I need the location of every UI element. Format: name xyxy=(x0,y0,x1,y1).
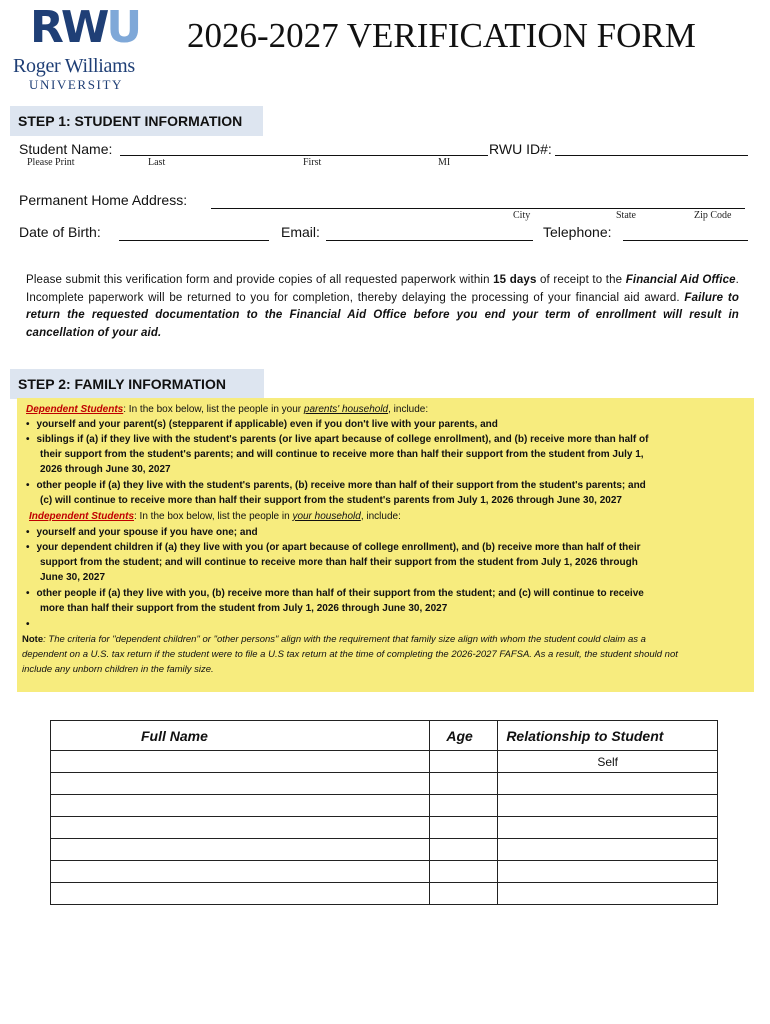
table-row xyxy=(51,883,718,905)
household-table xyxy=(50,720,718,905)
full-name-cell[interactable] xyxy=(51,795,430,817)
rwu-id-label: RWU ID#: xyxy=(489,141,552,157)
step1-heading: STEP 1: STUDENT INFORMATION xyxy=(10,106,263,136)
dob-field[interactable] xyxy=(119,240,269,241)
deadline-days: 15 days xyxy=(493,274,537,286)
list-item-cont: June 30, 2027 xyxy=(40,572,106,583)
note-line: include any unborn children in the family size. xyxy=(22,664,214,675)
note-line: Note: The criteria for "dependent children" or "other persons" align with the requirement that family size align with whom the student could claim as a xyxy=(22,634,646,645)
table-row xyxy=(51,839,718,861)
cancellation-warning: Failure to return the requested documentation to the Financial Aid Office before you end your term of enrollment will result in cancellation of your aid. xyxy=(26,291,739,339)
rwu-logo xyxy=(30,2,140,53)
age-cell[interactable] xyxy=(430,795,498,817)
student-name-label: Student Name: xyxy=(19,141,113,157)
instructions-text: . Incomplete paperwork will be returned to you for completion, thereby delaying the processing of your financial aid award. xyxy=(26,274,740,304)
step2-heading: STEP 2: FAMILY INFORMATION xyxy=(10,369,264,399)
parents-household: parents' household xyxy=(303,404,389,415)
note-line: dependent on a U.S. tax return if the student were to file a U.S tax return at the time of completing the 2026-2027 FAFSA. As a result, the student should not xyxy=(22,649,678,660)
relationship-cell[interactable] xyxy=(498,839,718,861)
telephone-field[interactable] xyxy=(623,240,748,241)
full-name-cell[interactable] xyxy=(51,861,430,883)
relationship-cell[interactable]: Self xyxy=(498,751,718,773)
table-row xyxy=(51,795,718,817)
dob-label: Date of Birth: xyxy=(19,224,101,240)
list-item: • other people if (a) they live with the student's parents, (b) receive more than half of their support from the student's parents; and xyxy=(26,480,646,491)
table-row xyxy=(51,861,718,883)
empty-bullet: • xyxy=(26,619,30,630)
office-name: Financial Aid Office xyxy=(625,274,736,286)
list-item: • siblings if (a) if they live with the student's parents (or live apart because of college enrollment), and (b) receive more than half of xyxy=(26,434,649,445)
relationship-cell[interactable] xyxy=(498,817,718,839)
list-item: • yourself and your parent(s) (stepparent if applicable) even if you don't live with your parents, and xyxy=(26,419,498,430)
dependent-label: Dependent Students xyxy=(26,404,124,415)
independent-intro-text: : In the box below, list the people in xyxy=(134,511,293,522)
table-row xyxy=(51,751,718,773)
independent-intro-end: , include: xyxy=(360,511,401,522)
full-name-cell[interactable] xyxy=(51,751,430,773)
relationship-cell[interactable] xyxy=(498,861,718,883)
family-criteria-box xyxy=(17,398,754,692)
table-row xyxy=(51,773,718,795)
dependent-intro-end: , include: xyxy=(388,404,429,415)
city-hint: City xyxy=(513,210,531,221)
age-cell[interactable] xyxy=(430,817,498,839)
full-name-cell[interactable] xyxy=(51,883,430,905)
first-name-hint: First xyxy=(303,157,322,168)
age-cell[interactable] xyxy=(430,751,498,773)
dependent-intro-text: : In the box below, list the people in your xyxy=(123,404,304,415)
middle-initial-hint: MI xyxy=(438,157,451,168)
address-field[interactable] xyxy=(211,208,745,209)
your-household: your household xyxy=(292,511,361,522)
last-name-hint: Last xyxy=(148,157,166,168)
logo-name: Roger Williams xyxy=(13,55,135,77)
header-full-name: Full Name xyxy=(51,721,430,751)
note-label: Note xyxy=(22,634,44,645)
relationship-cell[interactable] xyxy=(498,883,718,905)
table-row xyxy=(51,817,718,839)
instructions-paragraph xyxy=(26,272,739,342)
relationship-cell[interactable] xyxy=(498,773,718,795)
independent-label: Independent Students xyxy=(29,511,134,522)
age-cell[interactable] xyxy=(430,773,498,795)
independent-intro xyxy=(29,511,401,523)
student-name-field[interactable] xyxy=(120,155,488,156)
list-item-cont: more than half their support from the student from July 1, 2026 through June 30, 2027 xyxy=(40,603,448,614)
list-item: • yourself and your spouse if you have one; and xyxy=(26,527,258,538)
email-field[interactable] xyxy=(326,240,533,241)
list-item-cont: (c) will continue to receive more than half their support from the student's parents from July 1, 2026 through June 30, 2027 xyxy=(40,495,622,506)
form-title: 2026-2027 VERIFICATION FORM xyxy=(187,16,696,55)
state-hint: State xyxy=(616,210,636,221)
dependent-intro xyxy=(26,404,428,416)
logo-u: U xyxy=(106,2,140,53)
address-label: Permanent Home Address: xyxy=(19,192,188,208)
please-print-hint: Please Print xyxy=(27,157,75,168)
table-header-row xyxy=(51,721,718,751)
zip-hint: Zip Code xyxy=(694,210,732,221)
header-age: Age xyxy=(430,721,498,751)
header-relationship: Relationship to Student xyxy=(498,721,718,751)
age-cell[interactable] xyxy=(430,883,498,905)
list-item: • your dependent children if (a) they live with you (or apart because of college enrollment), and (b) receive more than half of their xyxy=(26,542,641,553)
list-item-cont: 2026 through June 30, 2027 xyxy=(40,464,171,475)
telephone-label: Telephone: xyxy=(543,224,612,240)
logo-university: UNIVERSITY xyxy=(29,77,123,92)
age-cell[interactable] xyxy=(430,861,498,883)
instructions-text: of receipt to the xyxy=(536,274,626,286)
full-name-cell[interactable] xyxy=(51,839,430,861)
age-cell[interactable] xyxy=(430,839,498,861)
list-item: • other people if (a) they live with you, (b) receive more than half of their support from the student; and (c) will continue to receive xyxy=(26,588,644,599)
instructions-text: Please submit this verification form and provide copies of all requested paperwork within xyxy=(26,274,494,286)
full-name-cell[interactable] xyxy=(51,817,430,839)
relationship-cell[interactable] xyxy=(498,795,718,817)
list-item-cont: their support from the student's parents; and will continue to receive more than half their support from the student from July 1, xyxy=(40,449,644,460)
full-name-cell[interactable] xyxy=(51,773,430,795)
list-item-cont: support from the student; and will continue to receive more than half their support from the student from July 1, 2026 through xyxy=(40,557,638,568)
email-label: Email: xyxy=(281,224,320,240)
logo-rw: RW xyxy=(30,2,107,53)
rwu-id-field[interactable] xyxy=(555,155,748,156)
